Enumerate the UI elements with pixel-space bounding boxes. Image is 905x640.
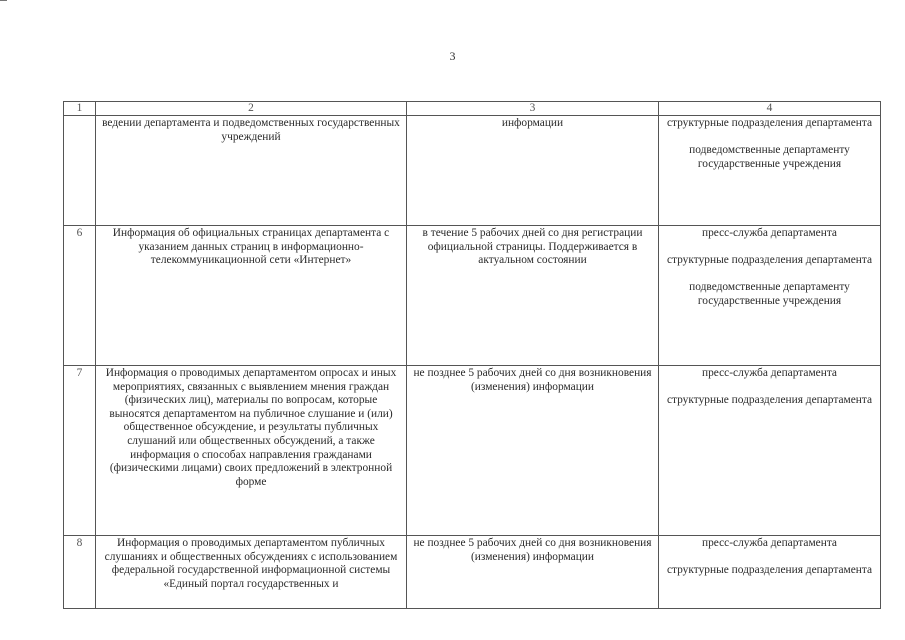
table-row — [64, 536, 881, 609]
responsible-item: подведомственные департаменту государственные учреждения — [689, 281, 850, 307]
page-number: 3 — [449, 49, 456, 63]
info-text: Информация о проводимых департаментом публичных слушаниях и общественных обсуждениях с использованием федеральной государственной информационной системы «Единый портал государственных и — [104, 537, 398, 590]
row-number: 7 — [64, 366, 96, 536]
info-text: Информация об официальных страницах департамента с указанием данных страниц в информационно-телекоммуникационной сети «Интернет» — [112, 227, 390, 267]
responsible-item: структурные подразделения департамента — [666, 564, 873, 577]
info-text: ведении департамента и подведомственных государственных учреждений — [102, 117, 400, 143]
header-col-4: 4 — [659, 102, 881, 116]
table-row — [64, 226, 881, 366]
info-text: Информация о проводимых департаментом опросах и иных мероприятиях, связанных с выявлением мнения граждан (физических лиц), материалы по вопросам, которые выносятся департаментом на публичное слушание и (или) общественное обсуждение, и результаты публичных слушаний или общественных обсуждений, а также информация о способах направления гражданами (физическими лицами) своих предложений в электронной форме — [105, 367, 397, 488]
term-text: информации — [501, 117, 564, 129]
responsible-cell — [659, 116, 881, 226]
table-header-row — [64, 102, 881, 116]
term-cell — [407, 366, 659, 536]
responsible-cell — [659, 366, 881, 536]
info-cell — [96, 116, 407, 226]
header-col-3: 3 — [407, 102, 659, 116]
term-text: не позднее 5 рабочих дней со дня возникновения (изменения) информации — [413, 367, 652, 393]
responsible-cell — [659, 226, 881, 366]
corner-mark — [0, 0, 7, 1]
responsible-item: структурные подразделения департамента — [666, 254, 873, 267]
row-number — [64, 116, 96, 226]
row-number: 8 — [64, 536, 96, 609]
info-table — [63, 101, 881, 609]
responsible-item: структурные подразделения департамента — [666, 117, 873, 129]
term-cell — [407, 116, 659, 226]
info-cell — [96, 226, 407, 366]
responsible-item: пресс-служба департамента — [702, 367, 837, 379]
responsible-item: пресс-служба департамента — [702, 537, 837, 549]
responsible-item: пресс-служба департамента — [702, 227, 837, 239]
term-text: не позднее 5 рабочих дней со дня возникновения (изменения) информации — [413, 537, 652, 563]
responsible-item: подведомственные департаменту государственные учреждения — [689, 144, 850, 170]
info-cell — [96, 366, 407, 536]
table-row — [64, 366, 881, 536]
header-col-2: 2 — [96, 102, 407, 116]
term-cell — [407, 226, 659, 366]
row-number: 6 — [64, 226, 96, 366]
responsible-item: структурные подразделения департамента — [666, 394, 873, 407]
term-cell — [407, 536, 659, 609]
term-text: в течение 5 рабочих дней со дня регистрации официальной страницы. Поддерживается в актуальном состоянии — [422, 227, 643, 267]
header-col-1: 1 — [64, 102, 96, 116]
responsible-cell — [659, 536, 881, 609]
table-row — [64, 116, 881, 226]
info-cell — [96, 536, 407, 609]
